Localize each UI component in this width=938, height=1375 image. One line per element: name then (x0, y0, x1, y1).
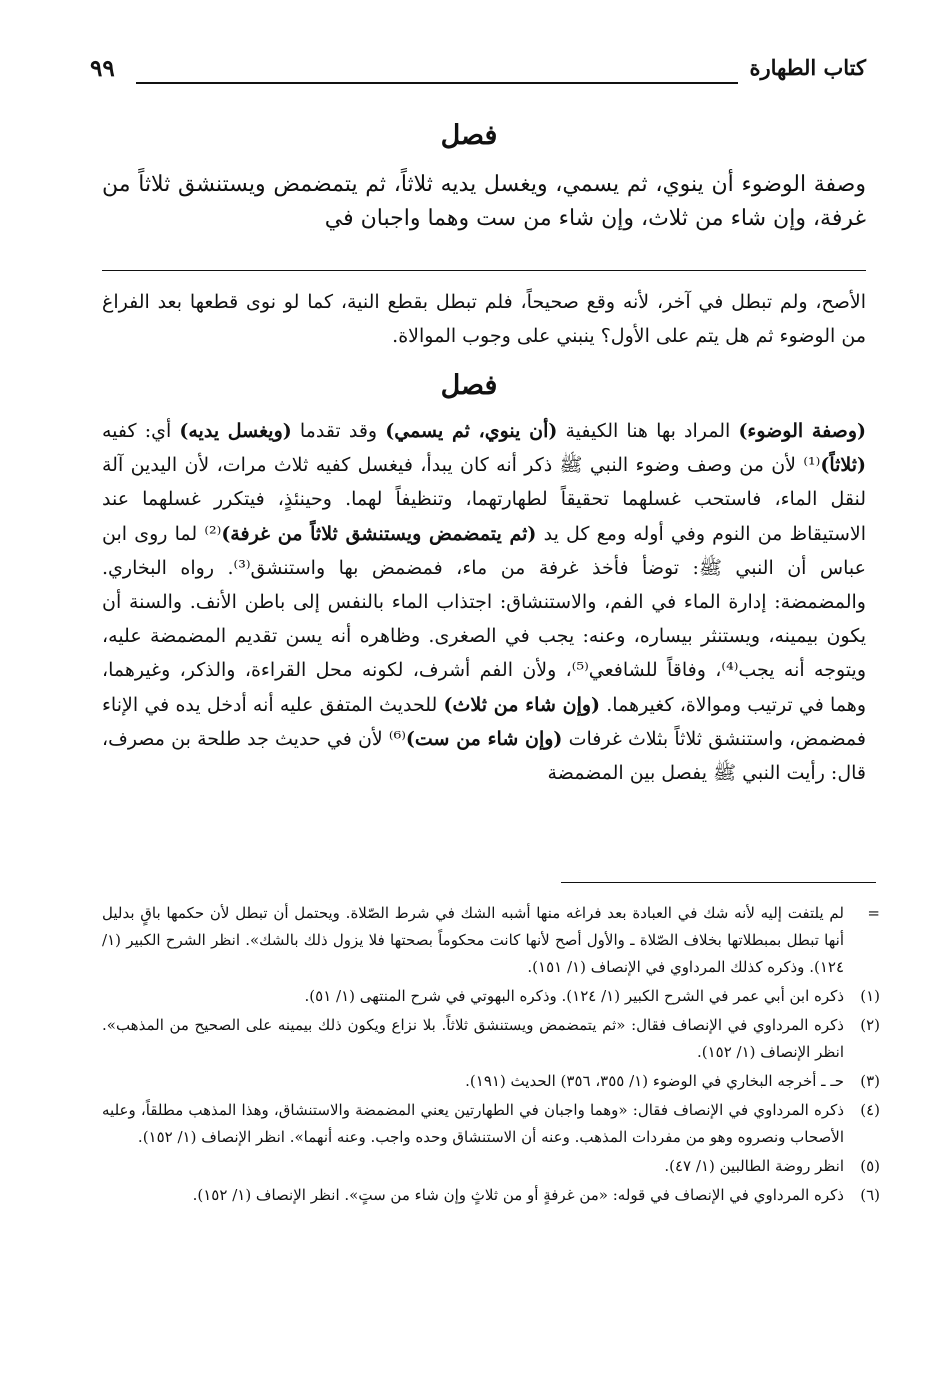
footnote-text: انظر روضة الطالبين (١/ ٤٧). (664, 1157, 844, 1175)
footnote-text: ذكره المرداوي في الإنصاف في قوله: «من غرفةٍ أو من ثلاثٍ وإن شاء من ستٍ». انظر الإنصاف (١/ ١٥٢). (192, 1186, 844, 1204)
quoted-matn: (ثلاثاً) (820, 454, 867, 477)
footnote-mark: = (867, 904, 880, 922)
footnote-mark: (١) (860, 987, 880, 1005)
footnote-item (102, 983, 880, 1010)
quoted-matn: (أن ينوي، ثم يسمي) (385, 420, 558, 442)
footnote-text: ذكره ابن أبي عمر في الشرح الكبير (١/ ١٢٤). وذكره البهوتي في شرح المنتهى (١/ ٥١). (304, 987, 844, 1005)
quoted-matn: (وإن شاء من ثلاث) (443, 693, 601, 716)
page-number: ٩٩ (90, 55, 115, 82)
footnote-separator (561, 882, 876, 883)
footnote-item (102, 900, 880, 981)
commentary-text: أي: كفيه (102, 420, 180, 442)
header-title: كتاب الطهارة (749, 55, 866, 80)
commentary-text: ⁽¹⁾ لأن من وصف وضوء النبي ﷺ ذكر أنه كان يبدأ، فيغسل كفيه ثلاث مرات، لأن اليدين آلة لنقل الماء، فاستحب غسلهما تحقيقاً لطهارتهما، وتنظيفاً لهما. وحينئذٍ، فيتكرر غسلهما عند الاستيقاظ من النوم وفي أوله ومع كل يد (102, 454, 867, 545)
matn-heading: فصل (440, 120, 498, 151)
header-rule (136, 82, 738, 84)
sharh-heading: فصل (440, 370, 498, 401)
footnote-mark: (٢) (860, 1016, 880, 1034)
quoted-matn: (ثم يتمضمض ويستنشق ثلاثاً من غرفة) (221, 522, 537, 545)
footnote-item (102, 1097, 880, 1151)
commentary-text: ⁽⁶⁾ لأن في حديث جد طلحة بن مصرف، قال: رأيت النبي ﷺ يفصل بين المضمضة (102, 727, 866, 785)
commentary-text: ⁽²⁾ لما روى ابن عباس أن النبي ﷺ: توضأ فأخذ غرفة من ماء، فمضمض بها واستنشق⁽³⁾. رواه البخاري. والمضمضة: إدارة الماء في الفم، والاستنشاق: اجتذاب الماء بالنفس إلى باطن الأنف. والسنة أن يكون بيمينه، ويستنثر بيساره، وعنه: يجب في الصغرى. وظاهره أنه يسن تقديم المضمضة عليه، ويتوجه أنه يجب⁽⁴⁾، وفاقاً للشافعي⁽⁵⁾، ولأن الفم أشرف، لكونه محل القراءة، والذكر، وغيرهما، وهما في ترتيب وموالاة، كغيرهما. (102, 522, 867, 716)
commentary-text: للحديث المتفق عليه أنه أدخل يده في الإناء فمضمض، واستنشق ثلاثاً بثلاث غرفات (102, 693, 866, 750)
quoted-matn: (وصفة الوضوء) (738, 420, 866, 442)
footnote-item (102, 1012, 880, 1066)
commentary-text: المراد بها هنا الكيفية (557, 420, 739, 442)
footnote-item (102, 1068, 880, 1095)
footnote-text: ذكره المرداوي في الإنصاف فقال: «ثم يتمضمض ويستنشق ثلاثاً. بلا نزاع ويكون ذلك بيمينه على الصحيح من المذهب». انظر الإنصاف (١/ ١٥٢). (102, 1016, 844, 1061)
matn-separator (102, 270, 866, 271)
quoted-matn: (وإن شاء من ست) (405, 727, 563, 750)
sharh-paragraph (102, 414, 866, 790)
running-header (90, 55, 866, 93)
footnote-item (102, 1182, 880, 1209)
footnotes (102, 900, 880, 1209)
commentary-text: وقد تقدما (291, 420, 386, 442)
footnote-item (102, 1153, 880, 1180)
footnote-text: حـ ـ أخرجه البخاري في الوضوء (١/ ٣٥٥، ٣٥٦) الحديث (١٩١). (465, 1072, 844, 1090)
footnote-text: ذكره المرداوي في الإنصاف فقال: «وهما واجبان في الطهارتين يعني المضمضة والاستنشاق، وهذا المذهب مطلقاً، وعليه الأصحاب ونصروه وهو من مفردات المذهب. وعنه أن الاستنشاق وحده واجب. وعنه أنهما». انظر الإنصاف (١/ ١٥٢). (102, 1101, 844, 1146)
footnote-mark: (٥) (860, 1157, 880, 1175)
footnote-mark: (٣) (860, 1072, 880, 1090)
footnote-text: لم يلتفت إليه لأنه شك في العبادة بعد فراغه منها أشبه الشك في شرط الصّلاة. ويحتمل أن تبطل لأن حكمها باقٍ بدليل أنها تبطل بمبطلاتها بخلاف الصّلاة ـ والأول أصح لأنها كانت محكوماً بصحتها فلا يزول ذلك بالشك». انظر الشرح الكبير (١/ ١٢٤). وذكره كذلك المرداوي في الإنصاف (١/ ١٥١). (102, 904, 844, 976)
continuation-text: الأصح، ولم تبطل في آخر، لأنه وقع صحيحاً، فلم تبطل بقطع النية، كما لو نوى قطعها بعد الفراغ من الوضوء ثم هل يتم على الأول؟ ينبني على وجوب الموالاة. (102, 291, 866, 348)
quoted-matn: (ويغسل يديه) (179, 420, 292, 442)
footnote-mark: (٤) (860, 1101, 880, 1119)
footnote-mark: (٦) (860, 1186, 880, 1204)
matn-text: وصفة الوضوء أن ينوي، ثم يسمي، ويغسل يديه ثلاثاً، ثم يتمضمض ويستنشق ثلاثاً من غرفة، وإن شاء من ثلاث، وإن شاء من ست وهما واجبان في (102, 172, 866, 231)
